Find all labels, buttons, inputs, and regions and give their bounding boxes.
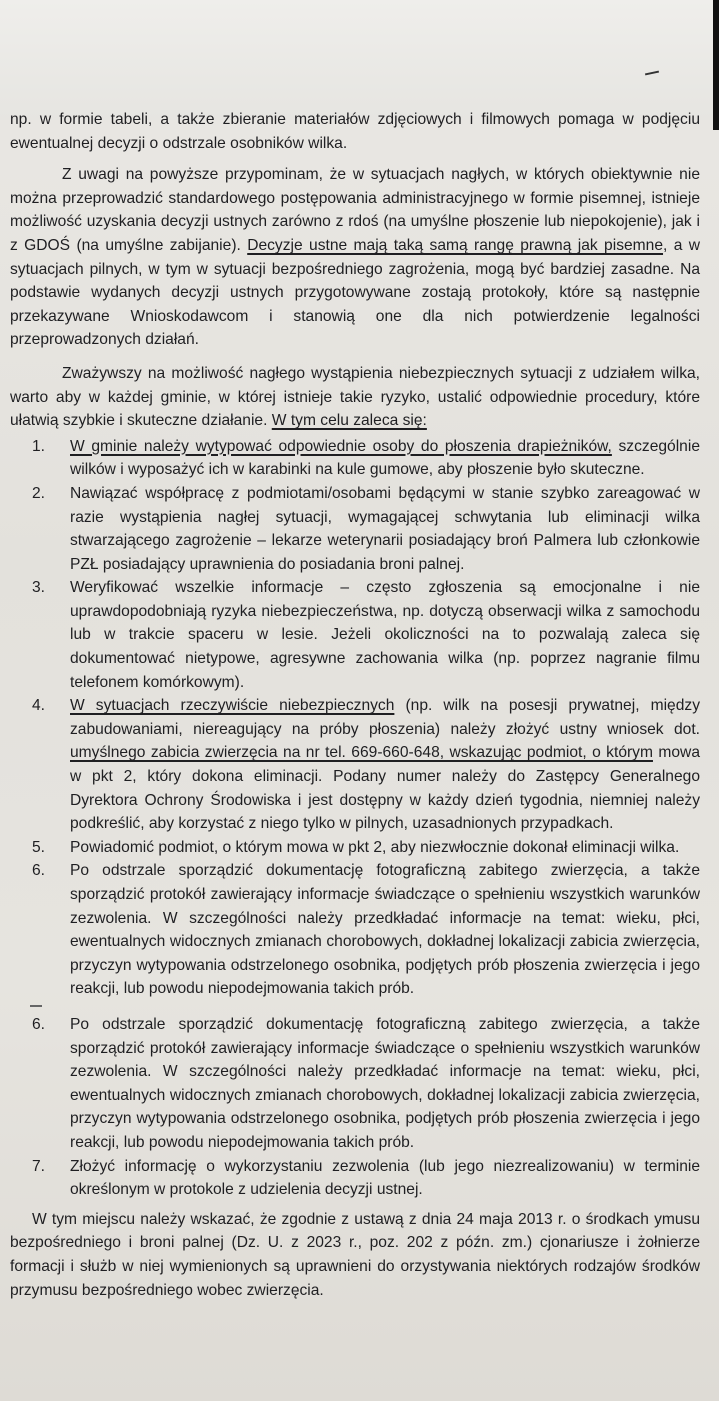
list-item bbox=[10, 694, 700, 836]
list-item-number: 2. bbox=[32, 484, 46, 502]
paragraph-procedures bbox=[10, 362, 700, 433]
list-item bbox=[10, 859, 700, 1001]
para1-underlined: Decyzje ustne mają taką samą rangę prawną jak pisemne bbox=[247, 236, 664, 254]
list-item-text-2: mowa w pkt 2, który dokona eliminacji. Podany numer należy do Zastępcy Generalnego Dyrektora Ochrony Środowiska i jest dostępny w każdy dzień tygodnia, niemniej należy podkreślić, aby korzystać z niego tylko w pilnych, uzasadnionych przypadkach. bbox=[70, 744, 700, 833]
list-item-text: Po odstrzale sporządzić dokumentację fotograficzną zabitego zwierzęcia, a także sporządzić protokół zawierający informacje świadczące o spełnieniu wszystkich warunków zezwolenia. W szczególności należy przedkładać informacje na temat: wieku, płci, ewentualnych widocznych zmianach chorobowych, dokładnej lokalizacji zabicia zwierzęcia, przyczyn wytypowania odstrzelonego osobnika, podjętych prób płoszenia zwierzęcia i jego reakcji, lub powodu niepodejmowania takich prób. bbox=[70, 1015, 700, 1151]
list-item-number: 5. bbox=[32, 838, 46, 856]
closing-paragraph: W tym miejscu należy wskazać, że zgodnie z ustawą z dnia 24 maja 2013 r. o środkach ymusu bezpośredniego i broni palnej (Dz. U. z 2023 r., poz. 202 z późn. zm.) cjonariusze i żołnierze formacji i służb w niej wymienionych są uprawnieni do orzystywania niektórych rodzajów środków przymusu bezpośredniego wobec zwierzęcia. bbox=[10, 1210, 700, 1299]
list-item-number: 6. bbox=[32, 862, 46, 880]
list-item-text: Nawiązać współpracę z podmiotami/osobami będącymi w stanie szybko zareagować w razie wystąpienia nagłej sytuacji, wymagającej schwytania lub eliminacji wilka stwarzającego zagrożenie – lekarze weterynarii posiadający broń Palmera lub członkowie PZŁ posiadający uprawnienia do posiadania broni palnej. bbox=[70, 484, 700, 573]
list-item bbox=[10, 576, 700, 694]
list-item-text: Weryfikować wszelkie informacje – często zgłoszenia są emocjonalne i nie uprawdopodobniają ryzyka niebezpieczeństwa, np. dotyczą obserwacji wilka z samochodu lub w trakcie spaceru w lesie. Jeżeli okoliczności na to pozwalają zaleca się dokumentować nietypowe, agresywne zachowania wilka (np. poprzez nagranie filmu telefonem komórkowym). bbox=[70, 579, 700, 691]
list-item bbox=[10, 1013, 700, 1155]
para1-text-a: Z uwagi na powyższe przypominam, że w sytuacjach nagłych, w których obiektywnie nie można przeprowadzić standardowego postępowania administracyjnego w formie pisemnej, istnieje możliwość uzyskania decyzji ustnych zarówno z rdoś (na umyślne płoszenie lub niepokojenie), jak i z GDOŚ (na umyślne zabijanie). bbox=[10, 166, 700, 254]
list-item-underlined: W sytuacjach rzeczywiście niebezpiecznych bbox=[70, 697, 395, 715]
list-item-text: (np. wilk na posesji prywatnej, między zabudowaniami, niereagujący na próby płoszenia) należy złożyć ustny wniosek dot. bbox=[70, 697, 700, 738]
closing-section bbox=[10, 1208, 700, 1302]
paragraph-oral-decisions bbox=[10, 163, 700, 352]
list-item-text: Powiadomić podmiot, o którym mowa w pkt 2, aby niezwłocznie dokonał eliminacji wilka. bbox=[70, 838, 680, 856]
para1-text-b: , a w sytuacjach pilnych, w tym w sytuacji bezpośredniego zagrożenia, mogą być bardziej zasadne. Na podstawie wydanych decyzji ustnych przygotowywane zostają protokoły, które są następnie przekazywane Wnioskodawcom i stanowią one dla nich potwierdzenie legalności przeprowadzonych działań. bbox=[10, 236, 701, 349]
recommendations-list-second bbox=[10, 1013, 700, 1202]
para2-text-a: Zważywszy na możliwość nagłego wystąpienia niebezpiecznych sytuacji z udziałem wilka, warto aby w każdej gminie, w której istnieje takie ryzyko, ustalić odpowiednie procedury, które ułatwią szybkie i skuteczne działanie. bbox=[10, 364, 700, 430]
list-item-number: 6. bbox=[32, 1015, 46, 1033]
para2-underlined: W tym celu zaleca się: bbox=[271, 412, 427, 430]
list-item-text: szczególnie wilków i wyposażyć ich w karabinki na kule gumowe, aby płoszenie było skuteczne. bbox=[70, 437, 700, 479]
list-item bbox=[10, 836, 700, 860]
list-item-text: Złożyć informację o wykorzystaniu zezwolenia (lub jego niezrealizowaniu) w terminie określonym w protokole z udzielenia decyzji ustnej. bbox=[70, 1157, 700, 1199]
list-item-underlined: W gminie należy wytypować odpowiednie osoby do płoszenia drapieżników, bbox=[70, 437, 612, 455]
intro-paragraph: np. w formie tabeli, a także zbieranie materiałów zdjęciowych i filmowych pomaga w podjęciu ewentualnej decyzji o odstrzale osobników wilka. bbox=[10, 111, 700, 152]
separator-mark bbox=[30, 1005, 42, 1007]
list-item-number: 3. bbox=[32, 579, 46, 597]
list-item-text: Po odstrzale sporządzić dokumentację fotograficzną zabitego zwierzęcia, a także sporządzić protokół zawierający informacje świadczące o spełnieniu wszystkich warunków zezwolenia. W szczególności należy przedkładać informacje na temat: wieku, płci, ewentualnych widocznych zmianach chorobowych, dokładnej lokalizacji zabicia zwierzęcia, przyczyn wytypowania odstrzelonego osobnika, podjętych prób płoszenia zwierzęcia i jego reakcji, lub powodu niepodejmowania takich prób. bbox=[70, 862, 700, 998]
edge-shadow bbox=[713, 0, 719, 130]
list-item-underlined-phone: umyślnego zabicia zwierzęcia na nr tel. 669-660-648, wskazując podmiot, o którym bbox=[70, 744, 653, 762]
list-item bbox=[10, 482, 700, 576]
list-item bbox=[10, 1155, 700, 1202]
list-item-number: 4. bbox=[32, 697, 46, 715]
page-top-area bbox=[0, 0, 719, 120]
document-body bbox=[10, 108, 700, 1302]
list-item-number: 7. bbox=[32, 1157, 46, 1175]
list-item-number: 1. bbox=[32, 437, 46, 455]
list-item bbox=[10, 435, 700, 482]
recommendations-list bbox=[10, 435, 700, 1001]
